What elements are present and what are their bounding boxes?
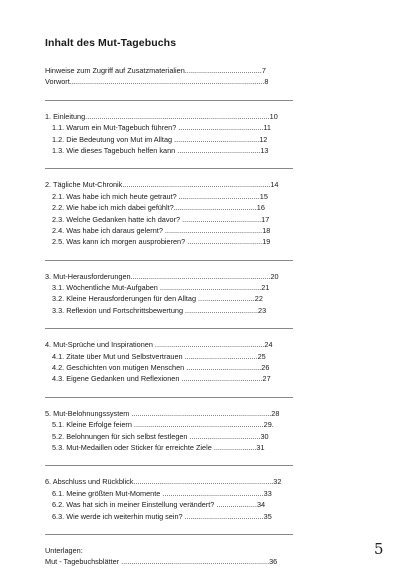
toc-subentry[interactable]: 4.3. Eigene Gedanken und Reflexionen ........................................27 [52, 374, 271, 384]
divider [45, 260, 293, 261]
toc-entry-hinweise[interactable]: Hinweise zum Zugriff auf Zusatzmaterialien......................................7 [45, 66, 266, 75]
divider [45, 465, 293, 466]
toc-chapter-heading[interactable]: 5. Mut-Belohnungssystem .....................................................................28 [45, 408, 280, 418]
toc-subentry[interactable]: 2.5. Was kann ich morgen ausprobieren? .....................................19 [52, 237, 271, 247]
chapter-group [45, 339, 293, 385]
toc-subentry[interactable]: 5.3. Mut-Medaillen oder Sticker für erreichte Ziele .....................31 [52, 442, 265, 452]
chapter-list [45, 111, 293, 535]
front-matter [45, 65, 293, 88]
toc-subentry[interactable]: 6.1. Meine größten Mut-Momente ..................................................33 [52, 488, 272, 498]
toc-entry-vorwort[interactable]: Vorwort................................................................................................8 [45, 77, 269, 87]
chapter-group [45, 111, 293, 157]
chapter-group [45, 476, 293, 522]
chapter-group [45, 271, 293, 317]
divider [45, 100, 293, 101]
toc-subentry[interactable]: 4.2. Geschichten von mutigen Menschen .....................................26 [52, 363, 270, 373]
toc-subentry[interactable]: 5.1. Kleine Erfolge feiern ................................................................29. [52, 420, 274, 430]
toc-subentry[interactable]: 3.1. Wöchentliche Mut-Aufgaben ..................................................21 [52, 283, 270, 293]
toc-entry-attachments[interactable]: Mut - Tagebuchsblätter .........................................................................36 [45, 557, 278, 567]
attachments-section [45, 545, 293, 568]
divider [45, 328, 293, 329]
toc-chapter-heading[interactable]: 6. Abschluss und Rückblick.....................................................................32 [45, 477, 282, 487]
chapter-group [45, 179, 293, 247]
toc-subentry[interactable]: 3.3. Reflexion und Fortschrittsbewertung ....................................23 [52, 305, 267, 315]
toc-subentry[interactable]: 1.1. Warum ein Mut-Tagebuch führen? ..........................................11 [52, 123, 271, 133]
attachments-label: Unterlagen: [45, 545, 83, 555]
toc-subentry[interactable]: 6.2. Was hat sich in meiner Einstellung verändert? ....................34 [52, 500, 266, 510]
divider [45, 534, 293, 535]
toc-subentry[interactable]: 5.2. Belohnungen für sich selbst festlegen ...................................30 [52, 431, 269, 441]
page-number: 5 [374, 540, 384, 558]
divider [45, 168, 293, 169]
toc-subentry[interactable]: 2.4. Was habe ich daraus gelernt? ................................................18 [52, 225, 271, 235]
chapter-group [45, 408, 293, 454]
divider [45, 397, 293, 398]
toc-subentry[interactable]: 2.2. Wie habe ich mich dabei gefühlt?.........................................16 [52, 203, 265, 213]
toc-chapter-heading[interactable]: 3. Mut-Herausforderungen.....................................................................20 [45, 271, 279, 281]
toc-subentry[interactable]: 3.2. Kleine Herausforderungen für den Alltag ............................22 [52, 294, 263, 304]
toc-subentry[interactable]: 1.2. Die Bedeutung von Mut im Alltag ..........................................12 [52, 134, 268, 144]
toc-chapter-heading[interactable]: 2. Tägliche Mut-Chronik.........................................................................14 [45, 180, 279, 190]
toc-chapter-heading[interactable]: 1. Einleitung...........................................................................................10 [45, 111, 278, 121]
toc-subentry[interactable]: 2.3. Welche Gedanken hatte ich davor? .......................................17 [52, 214, 270, 224]
toc-subentry[interactable]: 1.3. Wie dieses Tagebuch helfen kann .........................................13 [52, 145, 269, 155]
toc-subentry[interactable]: 6.3. Wie werde ich weiterhin mutig sein? .......................................35 [52, 511, 272, 521]
page-title: Inhalt des Mut-Tagebuchs [45, 37, 177, 49]
toc-subentry[interactable]: 2.1. Was habe ich mich heute getraut? ........................................15 [52, 191, 268, 201]
toc-subentry[interactable]: 4.1. Zitate über Mut und Selbstvertrauen ....................................25 [52, 351, 266, 361]
table-of-contents [45, 65, 293, 580]
toc-chapter-heading[interactable]: 4. Mut-Sprüche und Inspirationen ......................................................24 [45, 340, 273, 350]
